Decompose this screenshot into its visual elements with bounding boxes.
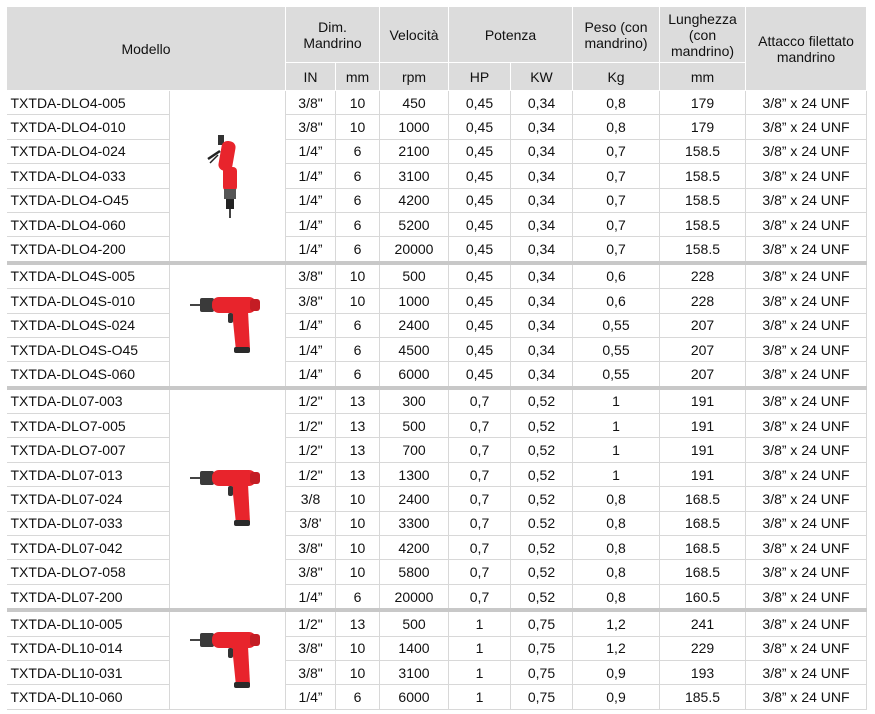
header-speed: Velocità (380, 7, 449, 63)
thread-cell: 3/8” x 24 UNF (746, 139, 867, 163)
length-mm-cell: 191 (660, 414, 746, 438)
chuck-mm-cell: 13 (336, 388, 380, 414)
length-mm-cell: 229 (660, 636, 746, 660)
power-hp-cell: 0,7 (449, 511, 511, 535)
chuck-in-cell: 1/4” (286, 337, 336, 361)
weight-kg-cell: 0,6 (573, 263, 660, 289)
model-cell: TXTDA-DL07-033 (7, 511, 170, 535)
thread-cell: 3/8” x 24 UNF (746, 289, 867, 313)
pistol-drill-icon (170, 628, 285, 693)
power-hp-cell: 1 (449, 685, 511, 709)
power-hp-cell: 0,45 (449, 115, 511, 139)
thread-cell: 3/8” x 24 UNF (746, 560, 867, 584)
model-cell: TXTDA-DL10-060 (7, 685, 170, 709)
length-mm-cell: 179 (660, 91, 746, 115)
speed-rpm-cell: 20000 (380, 584, 449, 610)
power-kw-cell: 0,34 (511, 337, 573, 361)
model-cell: TXTDA-DLO4S-005 (7, 263, 170, 289)
spec-body (7, 91, 867, 710)
weight-kg-cell: 0,8 (573, 584, 660, 610)
header-thread: Attacco filettato mandrino (746, 7, 867, 91)
power-hp-cell: 0,7 (449, 560, 511, 584)
chuck-mm-cell: 10 (336, 115, 380, 139)
chuck-mm-cell: 6 (336, 139, 380, 163)
header-model: Modello (7, 7, 286, 91)
table-row (7, 560, 867, 584)
power-kw-cell: 0,34 (511, 362, 573, 388)
speed-rpm-cell: 1400 (380, 636, 449, 660)
thread-cell: 3/8” x 24 UNF (746, 660, 867, 684)
power-kw-cell: 0,75 (511, 610, 573, 636)
power-kw-cell: 0,34 (511, 212, 573, 236)
speed-rpm-cell: 2400 (380, 487, 449, 511)
power-hp-cell: 0,7 (449, 462, 511, 486)
speed-rpm-cell: 20000 (380, 237, 449, 263)
chuck-in-cell: 3/8 (286, 487, 336, 511)
weight-kg-cell: 1 (573, 414, 660, 438)
thread-cell: 3/8” x 24 UNF (746, 212, 867, 236)
chuck-mm-cell: 6 (336, 685, 380, 709)
thread-cell: 3/8” x 24 UNF (746, 188, 867, 212)
speed-rpm-cell: 4200 (380, 188, 449, 212)
model-cell: TXTDA-DLO4S-060 (7, 362, 170, 388)
weight-kg-cell: 0,6 (573, 289, 660, 313)
speed-rpm-cell: 4500 (380, 337, 449, 361)
length-mm-cell: 168.5 (660, 487, 746, 511)
chuck-mm-cell: 10 (336, 487, 380, 511)
table-row (7, 438, 867, 462)
weight-kg-cell: 0,7 (573, 164, 660, 188)
table-row (7, 462, 867, 486)
length-mm-cell: 207 (660, 362, 746, 388)
chuck-mm-cell: 6 (336, 313, 380, 337)
chuck-mm-cell: 10 (336, 636, 380, 660)
power-kw-cell: 0,52 (511, 487, 573, 511)
model-cell: TXTDA-DLO4S-010 (7, 289, 170, 313)
table-row (7, 388, 867, 414)
chuck-mm-cell: 10 (336, 660, 380, 684)
weight-kg-cell: 0,55 (573, 337, 660, 361)
model-cell: TXTDA-DL07-024 (7, 487, 170, 511)
chuck-mm-cell: 10 (336, 289, 380, 313)
power-kw-cell: 0,52 (511, 536, 573, 560)
speed-rpm-cell: 3300 (380, 511, 449, 535)
power-hp-cell: 0,7 (449, 414, 511, 438)
model-cell: TXTDA-DLO7-005 (7, 414, 170, 438)
unit-mm: mm (336, 63, 380, 91)
unit-kw: KW (511, 63, 573, 91)
product-image (170, 388, 286, 611)
table-row (7, 212, 867, 236)
power-hp-cell: 0,45 (449, 289, 511, 313)
weight-kg-cell: 0,8 (573, 487, 660, 511)
header-power: Potenza (449, 7, 573, 63)
chuck-in-cell: 1/4” (286, 164, 336, 188)
table-row (7, 536, 867, 560)
model-cell: TXTDA-DL07-013 (7, 462, 170, 486)
chuck-mm-cell: 6 (336, 362, 380, 388)
length-mm-cell: 207 (660, 337, 746, 361)
speed-rpm-cell: 450 (380, 91, 449, 115)
length-mm-cell: 207 (660, 313, 746, 337)
length-mm-cell: 160.5 (660, 584, 746, 610)
model-cell: TXTDA-DLO7-007 (7, 438, 170, 462)
power-hp-cell: 0,45 (449, 313, 511, 337)
header-length: Lunghezza (con mandrino) (660, 7, 746, 63)
power-hp-cell: 0,45 (449, 362, 511, 388)
model-cell: TXTDA-DL10-005 (7, 610, 170, 636)
length-mm-cell: 185.5 (660, 685, 746, 709)
unit-length-mm: mm (660, 63, 746, 91)
table-row (7, 511, 867, 535)
weight-kg-cell: 0,55 (573, 362, 660, 388)
model-cell: TXTDA-DLO4S-024 (7, 313, 170, 337)
speed-rpm-cell: 1000 (380, 115, 449, 139)
thread-cell: 3/8” x 24 UNF (746, 610, 867, 636)
model-cell: TXTDA-DLO4-O45 (7, 188, 170, 212)
thread-cell: 3/8” x 24 UNF (746, 685, 867, 709)
model-cell: TXTDA-DLO4S-O45 (7, 337, 170, 361)
chuck-in-cell: 1/2" (286, 388, 336, 414)
product-image (170, 263, 286, 388)
model-cell: TXTDA-DL10-031 (7, 660, 170, 684)
speed-rpm-cell: 1300 (380, 462, 449, 486)
power-kw-cell: 0,52 (511, 584, 573, 610)
chuck-mm-cell: 10 (336, 511, 380, 535)
power-kw-cell: 0,34 (511, 188, 573, 212)
thread-cell: 3/8” x 24 UNF (746, 388, 867, 414)
length-mm-cell: 228 (660, 263, 746, 289)
chuck-in-cell: 3/8" (286, 660, 336, 684)
chuck-in-cell: 3/8' (286, 511, 336, 535)
table-row (7, 115, 867, 139)
weight-kg-cell: 0,7 (573, 188, 660, 212)
length-mm-cell: 158.5 (660, 237, 746, 263)
table-row (7, 237, 867, 263)
chuck-in-cell: 3/8" (286, 636, 336, 660)
length-mm-cell: 179 (660, 115, 746, 139)
power-kw-cell: 0,52 (511, 462, 573, 486)
chuck-mm-cell: 13 (336, 438, 380, 462)
length-mm-cell: 241 (660, 610, 746, 636)
thread-cell: 3/8” x 24 UNF (746, 237, 867, 263)
speed-rpm-cell: 700 (380, 438, 449, 462)
chuck-mm-cell: 6 (336, 584, 380, 610)
table-row (7, 164, 867, 188)
speed-rpm-cell: 6000 (380, 685, 449, 709)
power-hp-cell: 0,45 (449, 212, 511, 236)
table-row (7, 584, 867, 610)
power-kw-cell: 0,75 (511, 636, 573, 660)
weight-kg-cell: 0,9 (573, 685, 660, 709)
spec-table (6, 6, 867, 710)
power-kw-cell: 0,34 (511, 139, 573, 163)
speed-rpm-cell: 300 (380, 388, 449, 414)
power-hp-cell: 0,45 (449, 188, 511, 212)
weight-kg-cell: 0,7 (573, 237, 660, 263)
chuck-mm-cell: 13 (336, 462, 380, 486)
chuck-in-cell: 1/4” (286, 362, 336, 388)
speed-rpm-cell: 4200 (380, 536, 449, 560)
length-mm-cell: 191 (660, 388, 746, 414)
power-kw-cell: 0,75 (511, 660, 573, 684)
speed-rpm-cell: 5200 (380, 212, 449, 236)
table-row (7, 337, 867, 361)
length-mm-cell: 158.5 (660, 188, 746, 212)
table-row (7, 91, 867, 115)
power-hp-cell: 0,45 (449, 164, 511, 188)
power-kw-cell: 0,34 (511, 164, 573, 188)
model-cell: TXTDA-DLO4-033 (7, 164, 170, 188)
power-kw-cell: 0,52 (511, 560, 573, 584)
unit-in: IN (286, 63, 336, 91)
power-kw-cell: 0,75 (511, 685, 573, 709)
length-mm-cell: 193 (660, 660, 746, 684)
speed-rpm-cell: 2400 (380, 313, 449, 337)
model-cell: TXTDA-DLO4-060 (7, 212, 170, 236)
length-mm-cell: 158.5 (660, 139, 746, 163)
weight-kg-cell: 1,2 (573, 636, 660, 660)
power-kw-cell: 0,52 (511, 388, 573, 414)
table-row (7, 636, 867, 660)
chuck-in-cell: 3/8" (286, 91, 336, 115)
thread-cell: 3/8” x 24 UNF (746, 115, 867, 139)
thread-cell: 3/8” x 24 UNF (746, 536, 867, 560)
chuck-mm-cell: 6 (336, 237, 380, 263)
model-cell: TXTDA-DLO4-200 (7, 237, 170, 263)
chuck-in-cell: 3/8" (286, 289, 336, 313)
chuck-in-cell: 1/4” (286, 212, 336, 236)
chuck-in-cell: 1/4” (286, 584, 336, 610)
thread-cell: 3/8” x 24 UNF (746, 511, 867, 535)
table-row (7, 188, 867, 212)
chuck-in-cell: 3/8" (286, 115, 336, 139)
unit-kg: Kg (573, 63, 660, 91)
table-row (7, 362, 867, 388)
power-hp-cell: 0,45 (449, 263, 511, 289)
table-row (7, 660, 867, 684)
weight-kg-cell: 0,55 (573, 313, 660, 337)
power-kw-cell: 0,52 (511, 414, 573, 438)
chuck-mm-cell: 6 (336, 337, 380, 361)
chuck-in-cell: 1/2" (286, 462, 336, 486)
table-row (7, 414, 867, 438)
chuck-mm-cell: 10 (336, 263, 380, 289)
power-kw-cell: 0,34 (511, 289, 573, 313)
chuck-in-cell: 1/4” (286, 139, 336, 163)
model-cell: TXTDA-DL07-042 (7, 536, 170, 560)
power-kw-cell: 0,34 (511, 237, 573, 263)
chuck-in-cell: 1/4” (286, 188, 336, 212)
table-row (7, 263, 867, 289)
chuck-mm-cell: 13 (336, 610, 380, 636)
chuck-mm-cell: 6 (336, 164, 380, 188)
product-image (170, 610, 286, 709)
length-mm-cell: 191 (660, 462, 746, 486)
power-kw-cell: 0,34 (511, 115, 573, 139)
table-row (7, 139, 867, 163)
speed-rpm-cell: 6000 (380, 362, 449, 388)
pistol-drill-icon (170, 293, 285, 358)
chuck-in-cell: 3/8" (286, 536, 336, 560)
unit-rpm: rpm (380, 63, 449, 91)
power-hp-cell: 0,7 (449, 438, 511, 462)
length-mm-cell: 158.5 (660, 164, 746, 188)
speed-rpm-cell: 2100 (380, 139, 449, 163)
weight-kg-cell: 1 (573, 438, 660, 462)
thread-cell: 3/8” x 24 UNF (746, 164, 867, 188)
power-hp-cell: 0,45 (449, 337, 511, 361)
chuck-mm-cell: 6 (336, 188, 380, 212)
model-cell: TXTDA-DLO4-010 (7, 115, 170, 139)
header-weight: Peso (con mandrino) (573, 7, 660, 63)
weight-kg-cell: 0,8 (573, 115, 660, 139)
weight-kg-cell: 1 (573, 462, 660, 486)
power-hp-cell: 0,7 (449, 536, 511, 560)
power-kw-cell: 0,34 (511, 263, 573, 289)
chuck-in-cell: 1/4” (286, 313, 336, 337)
thread-cell: 3/8” x 24 UNF (746, 414, 867, 438)
chuck-in-cell: 1/2" (286, 610, 336, 636)
chuck-in-cell: 1/4” (286, 685, 336, 709)
model-cell: TXTDA-DLO4-024 (7, 139, 170, 163)
thread-cell: 3/8” x 24 UNF (746, 362, 867, 388)
model-cell: TXTDA-DL07-200 (7, 584, 170, 610)
length-mm-cell: 168.5 (660, 536, 746, 560)
weight-kg-cell: 0,8 (573, 91, 660, 115)
header-dim: Dim. Mandrino (286, 7, 380, 63)
power-hp-cell: 0,7 (449, 584, 511, 610)
pistol-drill-icon (170, 466, 285, 531)
power-hp-cell: 0,45 (449, 91, 511, 115)
length-mm-cell: 168.5 (660, 560, 746, 584)
weight-kg-cell: 0,8 (573, 536, 660, 560)
model-cell: TXTDA-DLO4-005 (7, 91, 170, 115)
weight-kg-cell: 0,8 (573, 560, 660, 584)
speed-rpm-cell: 3100 (380, 660, 449, 684)
weight-kg-cell: 0,9 (573, 660, 660, 684)
chuck-mm-cell: 10 (336, 560, 380, 584)
length-mm-cell: 158.5 (660, 212, 746, 236)
weight-kg-cell: 1 (573, 388, 660, 414)
power-hp-cell: 1 (449, 610, 511, 636)
speed-rpm-cell: 3100 (380, 164, 449, 188)
weight-kg-cell: 0,8 (573, 511, 660, 535)
unit-hp: HP (449, 63, 511, 91)
thread-cell: 3/8” x 24 UNF (746, 636, 867, 660)
chuck-mm-cell: 10 (336, 91, 380, 115)
thread-cell: 3/8” x 24 UNF (746, 462, 867, 486)
table-row (7, 487, 867, 511)
speed-rpm-cell: 5800 (380, 560, 449, 584)
power-hp-cell: 0,45 (449, 237, 511, 263)
weight-kg-cell: 1,2 (573, 610, 660, 636)
model-cell: TXTDA-DLO7-058 (7, 560, 170, 584)
product-image (170, 91, 286, 263)
chuck-in-cell: 3/8" (286, 263, 336, 289)
model-cell: TXTDA-DL07-003 (7, 388, 170, 414)
power-kw-cell: 0.52 (511, 511, 573, 535)
thread-cell: 3/8” x 24 UNF (746, 313, 867, 337)
model-cell: TXTDA-DL10-014 (7, 636, 170, 660)
power-hp-cell: 0,7 (449, 487, 511, 511)
power-hp-cell: 0,45 (449, 139, 511, 163)
chuck-in-cell: 1/2" (286, 438, 336, 462)
power-hp-cell: 1 (449, 636, 511, 660)
length-mm-cell: 191 (660, 438, 746, 462)
table-row (7, 685, 867, 709)
speed-rpm-cell: 1000 (380, 289, 449, 313)
chuck-mm-cell: 10 (336, 536, 380, 560)
speed-rpm-cell: 500 (380, 414, 449, 438)
power-hp-cell: 0,7 (449, 388, 511, 414)
thread-cell: 3/8” x 24 UNF (746, 438, 867, 462)
table-row (7, 289, 867, 313)
chuck-mm-cell: 13 (336, 414, 380, 438)
chuck-in-cell: 1/4” (286, 237, 336, 263)
thread-cell: 3/8” x 24 UNF (746, 91, 867, 115)
speed-rpm-cell: 500 (380, 263, 449, 289)
chuck-in-cell: 3/8" (286, 560, 336, 584)
table-row (7, 313, 867, 337)
chuck-mm-cell: 6 (336, 212, 380, 236)
thread-cell: 3/8” x 24 UNF (746, 487, 867, 511)
power-kw-cell: 0,34 (511, 91, 573, 115)
weight-kg-cell: 0,7 (573, 139, 660, 163)
thread-cell: 3/8” x 24 UNF (746, 584, 867, 610)
speed-rpm-cell: 500 (380, 610, 449, 636)
length-mm-cell: 168.5 (660, 511, 746, 535)
length-mm-cell: 228 (660, 289, 746, 313)
weight-kg-cell: 0,7 (573, 212, 660, 236)
table-row (7, 610, 867, 636)
power-kw-cell: 0,34 (511, 313, 573, 337)
power-kw-cell: 0,52 (511, 438, 573, 462)
chuck-in-cell: 1/2" (286, 414, 336, 438)
thread-cell: 3/8” x 24 UNF (746, 337, 867, 361)
thread-cell: 3/8” x 24 UNF (746, 263, 867, 289)
angle-drill-icon (170, 129, 285, 222)
power-hp-cell: 1 (449, 660, 511, 684)
